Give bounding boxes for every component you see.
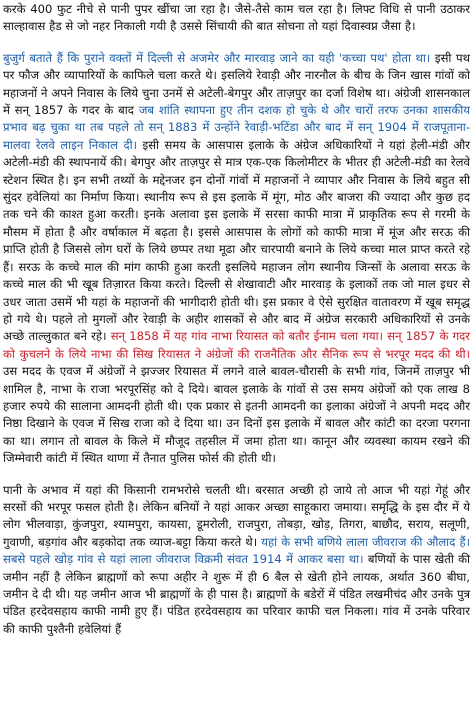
text-segment: बणियों के पास खेती की जमीन नहीं है लेकिन ब्राह्मणों को रूपा अहीर ने शुरू में ही 6 बैल से खेती होने लायक, अर्थात 360 बीघा, जमीन दे दी थी। यह जमीन आज भी ब्राह्मणों के ही पास है। ब्राह्मणों के बडेरों में पंडित लखमीचंद और उनके पुत्र पंडित हरदेवसहाय काफी नामी हुए हैं। पंडित हरदेवसहाय का परिवार काफी चल निकला। गांव में उनके परिवार की काफी पुश्तैनी हवेलियां हैं [3,552,470,636]
paragraph-intro [3,1,470,36]
text-segment: पानी के अभाव में यहां की किसानी रामभरोसे चलती थी। बरसात अच्छी हो जाये तो आज भी यहां गेहूं और सरसों की भरपूर फसल होती है। लेकिन बनियों ने यहां आकर अच्छा साहूकारा जमाया। समृद्धि के इस दौर में ये लोग भीलवाड़ा, कुंजपुरा, श्यामपुरा, कायसा, डूमरोली, राजपुरा, तोबड़ा, खोड़, तिगरा, बाछौद, सराय, सलूणी, गुवाणी, बड़गांव और बड़कोदा तक व्याज-बट्टा किया करते थे। [3,482,470,549]
text-segment: करके 400 फुट नीचे से पानी पुपर खींचा जा रहा है। जैसे-तैसे काम चल रहा है। लिफ्ट विधि से पानी उठाकर साल्हावास हैड से जो नहर निकाली गयी है उससे सिंचायी की बात सोचना तो यहां दिवास्वप्न जैसा है। [3,2,470,34]
paragraph-history [3,50,470,468]
text-segment: उस मदद के एवज में अंग्रेजों ने झज्जर रियासत में लगने वाले बावल-चौरासी के सभी गांव, जिनमें ताज़पुर भी शामिल है, नाभा के राजा भरपूरसिंह को दे दिये। बावल इलाके के गांवों से उस समय अंग्रेजों को एक लाख 8 हजार रुपये की सालाना आमदनी होती थी। एक प्रकार से इतनी आमदनी का इलाका अंग्रेजों ने अपनी मदद और निष्ठा दिखाने के एवज में सिख राजा को दे दिया था। उन दिनों इस इलाके में बावल और कांटी का दरजा परगना का था। लगान तो बावल के किले में मौजूद तहसील में जमा होता था। कानून और व्यवस्था कायम रखने की जिम्मेवारी कांटी में स्थित थाणा में तैनात पुलिस फोर्स की होती थी। [3,364,470,466]
highlight-segment: बुजुर्ग बताते हैं कि पुराने वक्तों में दिल्ली से अजमेर और मारवाड़ जाने का यही 'कच्चा पथ' होता था। [3,50,431,65]
highlight-segment: जब शांति स्थापना हुए तीन दशक हो चुके थे और चारों तरफ उनका शासकीय प्रभाव बढ़ चुका था तब पहले तो सन् 1883 में उन्होंने रेवाड़ी-भटिंडा और बाद में सन् 1904 में राजपूताना-मालवा रेलवे लाइन निकाल दी। [3,103,470,152]
text-segment: इसी समय के आसपास इलाके के अंग्रेज अधिकारियों ने यहां हेली-मंडी और अटेली-मंडी की स्थापनायें की। बेगपुर और ताज़पुर से मात्र एक-एक किलोमीटर के भीतर ही अटेली-मंडी का रेलवे स्टेशन स्थित है। इन सभी तथ्यों के मद्देनजर इन दोनों गांवों में महाजनों ने व्यापार और निवास के लिये बहुत सी सुंदर हवेलियां का निर्माण किया। स्थानीय रूप से इस इलाके में मूंग, मोठ और बाजरा की ज्यादा और कुछ हद तक चने की काश्त हुआ करती। इनके अलावा इस इलाके में सरसा काफी मात्रा में प्राकृतिक रूप से गरमी के मौसम में होता है और वर्षाकाल में बढ़ता है। इससे आसपास के लोगों को काफी मात्रा में मूंज और सरऊ की प्राप्ति होती है जिससे लोग घरों के लिये छप्पर तथा मूढा और चारपायी बनाने के लिये कच्चा माल प्राप्त करते रहे हैं। सरऊ के कच्चे माल की मांग काफी हुआ करती इसलिये महाजन लोग स्थानीय जिन्सों के अलावा सरऊ के कच्चे माल की भी खूब तिज़ारत किया करते। दिल्ली से शेखावाटी और मारवाड़ के इलाकों तक जो माल इधर से उधर जाता उसमें भी यहां के महाजनों की भागीदारी होती थी। इस प्रकार वे ऐसे सुरक्षित वातावरण में खूब समृद्ध हो गये थे। पहले तो मुगलों और रेवाड़ी के अहीर शासकों से और बाद में अंग्रेज सरकारी अधिकारियों से उनके अच्छे ताल्लुकात बने रहे। [3,137,470,344]
highlight-segment-red: सन् 1858 में यह गांव नाभा रियासत को बतौर ईनाम चला गया। सन् 1857 के गदर को कुचलने के लिये नाभा की सिख रियासत ने अंग्रेजों की राजनैतिक और सैनिक रूप से भरपूर मदद की थी। [3,329,471,361]
highlight-segment: यहां के सभी बणिये लाला जीवराज की औलाद हैं। सबसे पहले खोड़ गांव से यहां लाला जीवराज विक्रमी संवत 1914 में आकर बसा था। [3,534,470,567]
paragraph-farming [3,482,470,639]
text-segment: इसी पथ पर फौज और व्यापारियों के काफिले चला करते थे। इसलिये रेवाड़ी और नारनौल के बीच के जिन खास गांवों को महाजनों ने अपने निवास के लिये चुना उनमें से अटेली-बेगपुर और ताज़पुर का दर्जा विशेष था। अंग्रेजी शासनकाल में सन् 1857 के गदर के बाद [3,50,470,118]
